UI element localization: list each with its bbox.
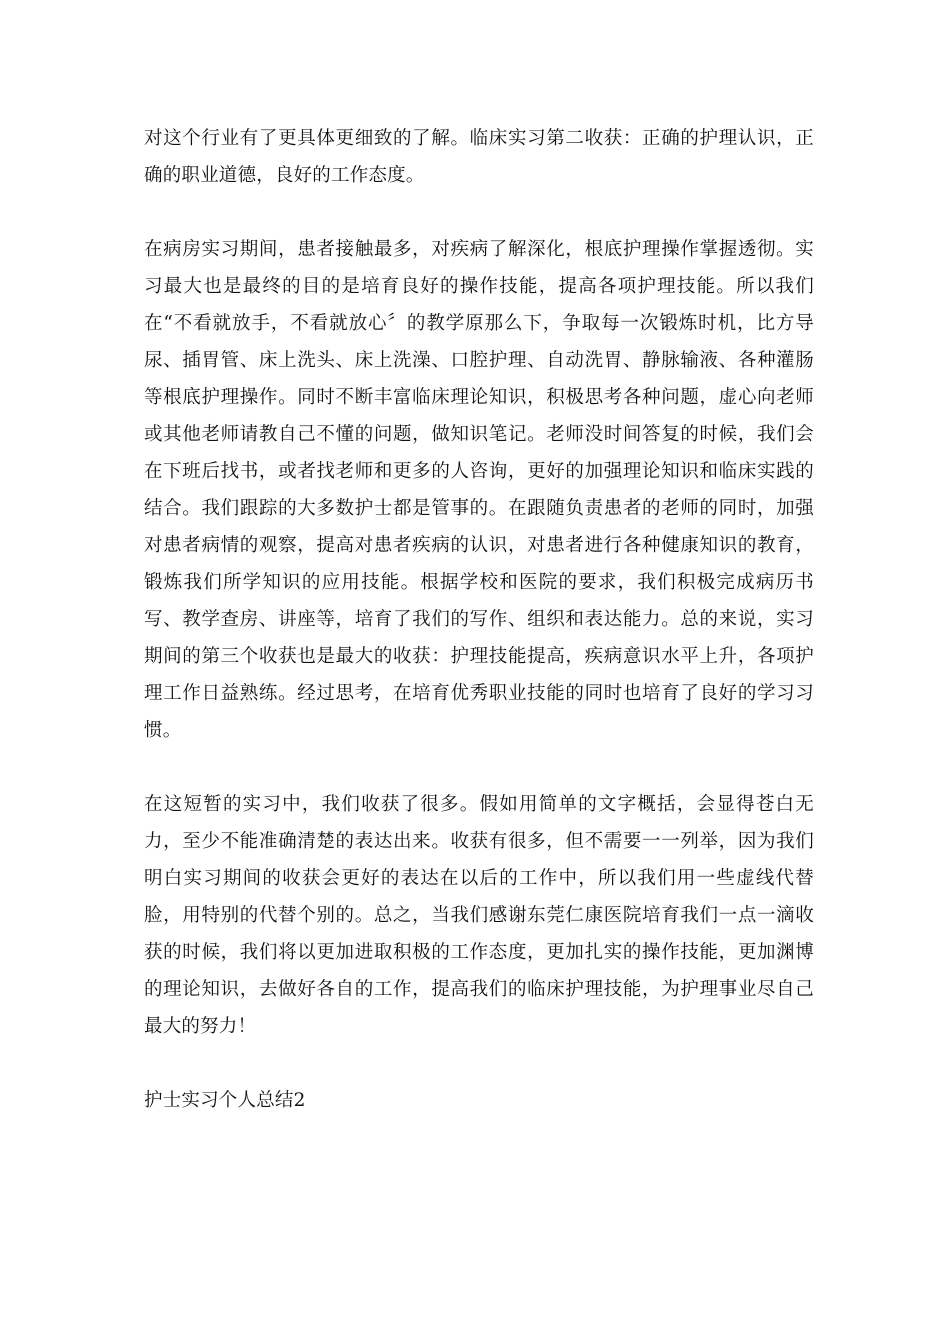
paragraph-2: 在病房实习期间，患者接触最多，对疾病了解深化，根底护理操作掌握透彻。实习最大也是最终的目的是培育良好的操作技能，提高各项护理技能。所以我们在“不看就放手，不看就放心〞的教学原那么下，争取每一次锻炼时机，比方导尿、插胃管、床上洗头、床上洗澡、口腔护理、自动洗胃、静脉输液、各种灌肠等根底护理操作。同时不断丰富临床理论知识，积极思考各种问题，虚心向老师或其他老师请教自己不懂的问题，做知识笔记。老师没时间答复的时候，我们会在下班后找书，或者找老师和更多的人咨询，更好的加强理论知识和临床实践的结合。我们跟踪的大多数护士都是管事的。在跟随负责患者的老师的同时，加强对患者病情的观察，提高对患者疾病的认识，对患者进行各种健康知识的教育，锻炼我们所学知识的应用技能。根据学校和医院的要求，我们积极完成病历书写、教学查房、讲座等，培育了我们的写作、组织和表达能力。总的来说，实习期间的第三个收获也是最大的收获：护理技能提高，疾病意识水平上升，各项护理工作日益熟练。经过思考，在培育优秀职业技能的同时也培育了良好的学习习惯。 bbox=[144, 239, 814, 741]
paragraph-gap bbox=[144, 1045, 814, 1082]
paragraph-gap bbox=[144, 194, 814, 231]
section-heading: 护士实习个人总结2 bbox=[144, 1090, 306, 1111]
paragraph-3: 在这短暂的实习中，我们收获了很多。假如用简单的文字概括，会显得苍白无力，至少不能准确清楚的表达出来。收获有很多，但不需要一一列举，因为我们明白实习期间的收获会更好的表达在以后的工作中，所以我们用一些虚线代替脸，用特别的代替个别的。总之，当我们感谢东莞仁康医院培育我们一点一滴收获的时候，我们将以更加进取积极的工作态度，更加扎实的操作技能，更加渊博的理论知识，去做好各自的工作，提高我们的临床护理技能，为护理事业尽自己最大的努力！ bbox=[144, 794, 814, 1037]
document-page bbox=[144, 120, 814, 1119]
paragraph-gap bbox=[144, 749, 814, 786]
paragraph-1: 对这个行业有了更具体更细致的了解。临床实习第二收获：正确的护理认识，正确的职业道德，良好的工作态度。 bbox=[144, 128, 814, 186]
